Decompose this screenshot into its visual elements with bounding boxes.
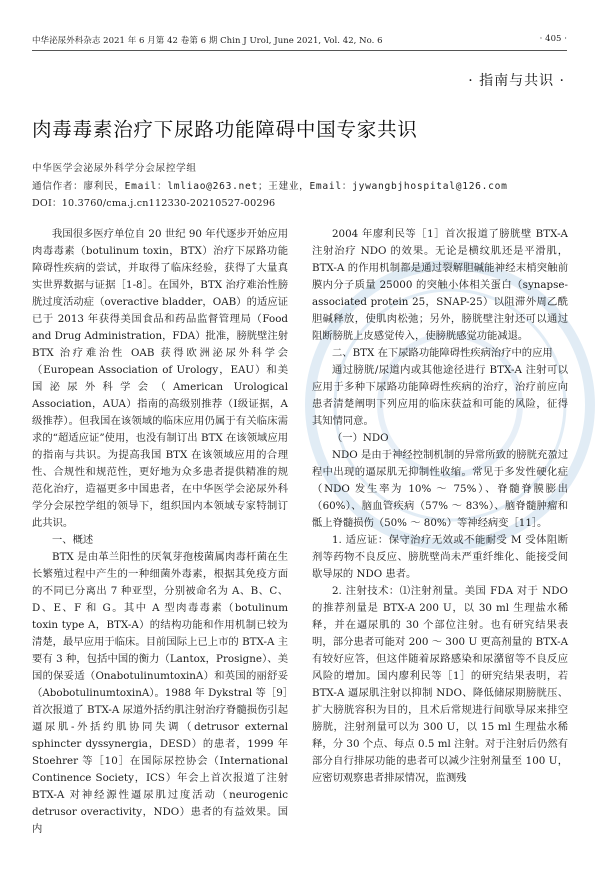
overview-paragraph: BTX 是由革兰阳性的厌氧芽孢梭菌属肉毒杆菌在生长繁殖过程中产生的一种细菌外毒素，根据其免疫方面的不同已分离出 7 种亚型，分别被命名为 A、B、C、D、E、F 和 G。其中 A 型肉毒毒素（botulinum toxin type A，BTX-A）的结构功能和作用机制已较为清楚，最早应用于临床。目前国际上已上市的 BTX-A 主要有 3 种，包括中国的衡力（Lantox，Prosigne）、美国的保妥适（OnabotulinumtoxinA）和英国的丽舒妥（AbobotulinumtoxinA）。1988 年 Dykstral 等［9］首次报道了 BTX-A 尿道外括约肌注射治疗脊髓损伤引起逼尿肌-外括约肌协同失调（detrusor external sphincter dyssynergia，DESD）的患者，1999 年 Stoehrer 等［10］在国际尿控协会（International Continence Society，ICS）年会上首次报道了注射 BTX-A 对神经源性逼尿肌过度活动（neurogenic detrusor overactivity，NDO）患者的有益效果。国内 — [32, 551, 288, 835]
author-org: 中华医学会泌尿外科学分会尿控学组 — [32, 163, 197, 174]
column-tag: · 指南与共识 · — [468, 73, 565, 89]
doi: DOI：10.3760/cma.j.cn112330-20210527-00296 — [32, 198, 276, 209]
indication-paragraph: 1. 适应证：保守治疗无效或不能耐受 M 受体阻断剂等药物不良反应、膀胱壁尚未严重纤维化、能接受间歇导尿的 NDO 患者。 — [312, 534, 568, 580]
ndo-paragraph: NDO 是由于神经控制机制的异常所致的膀胱充盈过程中出现的逼尿肌无抑制性收缩。常见于多发性硬化症（NDO 发生率为 10% ～ 75%）、脊髓脊膜膨出（60%）、脑血管疾病（57% ～ 83%）、脑脊髓肿瘤和骶上脊髓损伤（50% ～ 80%）等神经病变［11］。 — [312, 449, 568, 529]
intro-paragraph: 我国很多医疗单位自 20 世纪 90 年代逐步开始应用肉毒毒素（botulinum toxin，BTX）治疗下尿路功能障碍性疾病的尝试，并取得了临床经验，获得了大量真实世界数据与证据［1-8］。在国外，BTX 治疗难治性膀胱过度活动症（overactive bladder，OAB）的适应证已于 2013 年获得美国食品和药品监督管理局（Food and Drug Administration，FDA）批准，膀胱壁注射 BTX 治疗难治性 OAB 获得欧洲泌尿外科学会（European Association of Urology，EAU）和美国泌尿外科学会（American Urological Association，AUA）指南的高级别推荐（Ⅰ级证据，A 级推荐）。但我国在该领域的临床应用仍属于有关临床需求的“超适应证”使用，也没有制订出 BTX 在该领域应用的指南与共识。为提高我国 BTX 在该领域应用的合理性、合规性和规范性，更好地为众多患者提供精准的规范化治疗，造福更多中国患者，在中华医学会泌尿外科学分会尿控学组的领导下，组织国内本领域专家特制订此共识。 — [32, 228, 288, 529]
journal-citation: 中华泌尿外科杂志 2021 年 6 月第 42 卷第 6 期 Chin J Urol, June 2021, Vol. 42, No. 6 — [32, 36, 383, 46]
left-column — [32, 226, 288, 838]
mechanism-paragraph: 2004 年廖利民等［1］首次报道了膀胱壁 BTX-A 注射治疗 NDO 的效果。无论是横纹肌还是平滑肌，BTX-A 的作用机制都是通过裂解胆碱能神经末梢突触前膜内分子质量 25000 的突触小体相关蛋白（synapse-associated protein 25，SNAP-25）以阻滞外周乙酰胆碱释放，使肌肉松弛；另外，膀胱壁注射还可以通过阻断膀胱上皮感觉传入，使膀胱感觉功能减退。 — [312, 228, 568, 342]
section-heading-overview: 一、概述 — [52, 534, 94, 546]
right-column — [312, 226, 568, 787]
injection-technique-paragraph: 2. 注射技术：⑴注射剂量。美国 FDA 对于 NDO 的推荐剂量是 BTX-A 200 U，以 30 ml 生理盐水稀释，并在逼尿肌的 30 个部位注射。也有研究结果表明，部分患者可能对 200 ～ 300 U 更高剂量的 BTX-A 有较好应答，但这伴随着尿路感染和尿潴留等不良反应风险的增加。国内廖利民等［1］的研究结果表明，若 BTX-A 逼尿肌注射以抑制 NDO、降低储尿期膀胱压、扩大膀胱容积为目的，且术后常规进行间歇导尿来排空膀胱，注射剂量可以为 300 U，以 15 ml 生理盐水稀释，分 30 个点、每点 0.5 ml 注射。对于注射后仍然有部分自行排尿功能的患者可以减少注射剂量至 100 U，应密切观察患者排尿情况，监测残 — [312, 585, 568, 784]
running-header — [32, 34, 567, 46]
article-title: 肉毒毒素治疗下尿路功能障碍中国专家共识 — [32, 118, 418, 141]
application-paragraph: 通过膀胱/尿道内或其他途径进行 BTX-A 注射可以应用于多种下尿路功能障碍性疾病的治疗，治疗前应向患者清楚阐明下列应用的临床获益和可能的风险，征得其知情同意。 — [312, 364, 568, 427]
corresponding-author: 通信作者：廖利民，Email：lmliao@263.net；王建业，Email：jywangbjhospital@126.com — [32, 181, 508, 192]
subsection-heading-ndo: （一）NDO — [332, 432, 389, 444]
header-rule — [32, 50, 567, 51]
section-heading-application: 二、BTX 在下尿路功能障碍性疾病治疗中的应用 — [332, 347, 553, 359]
page-number: · 405 · — [539, 34, 567, 44]
